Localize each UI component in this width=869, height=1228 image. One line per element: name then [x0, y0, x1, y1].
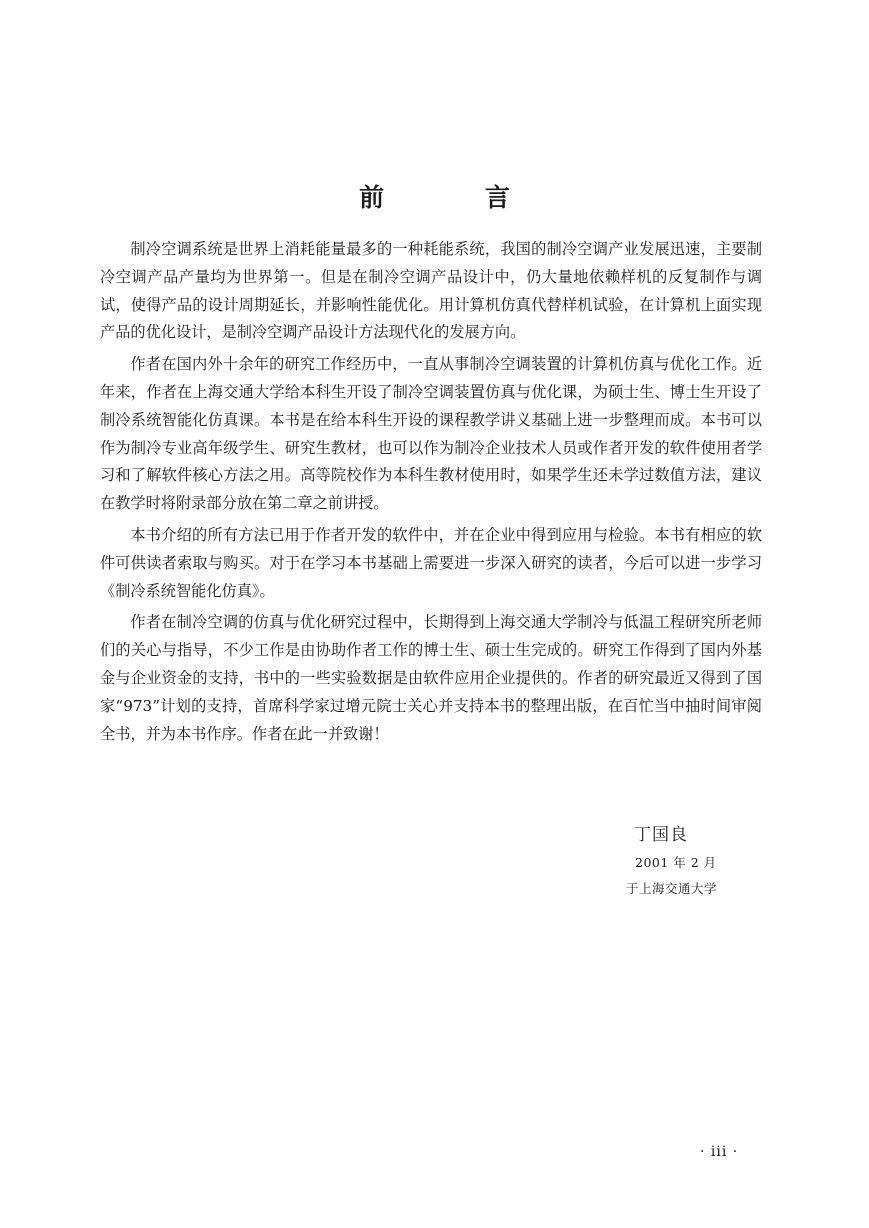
paragraph-2: 作者在国内外十余年的研究工作经历中，一直从事制冷空调装置的计算机仿真与优化工作。近年来，作者在上海交通大学给本科生开设了制冷空调装置仿真与优化课，为硕士生、博士生开设了制冷系统智能化仿真课。本书是在给本科生开设的课程教学讲义基础上进一步整理而成。本书可以作为制冷专业高年级学生、研究生教材，也可以作为制冷企业技术人员或作者开发的软件使用者学习和了解软件核心方法之用。高等院校作为本科生教材使用时，如果学生还未学过数值方法，建议在教学时将附录部分放在第二章之前讲授。 — [100, 355, 762, 513]
page-number: · iii · — [700, 1144, 739, 1160]
signature-date: 2001 年 2 月 — [635, 855, 717, 870]
paragraph-4: 作者在制冷空调的仿真与优化研究过程中，长期得到上海交通大学制冷与低温工程研究所老师们的关心与指导，不少工作是由协助作者工作的博士生、硕士生完成的。研究工作得到了国内外基金与企业资金的支持，书中的一些实验数据是由软件应用企业提供的。作者的研究最近又得到了国家“973”计划的支持，首席科学家过增元院士关心并支持本书的整理出版，在百忙当中抽时间审阅全书，并为本书作序。作者在此一并致谢！ — [100, 613, 762, 743]
preface-body — [100, 236, 762, 752]
signature-author: 丁国良 — [634, 825, 688, 845]
paragraph-1: 制冷空调系统是世界上消耗能量最多的一种耗能系统，我国的制冷空调产业发展迅速，主要制冷空调产品产量均为世界第一。但是在制冷空调产品设计中，仍大量地依赖样机的反复制作与调试，使得产品的设计周期延长，并影响性能优化。用计算机仿真代替样机试验，在计算机上面实现产品的优化设计，是制冷空调产品设计方法现代化的发展方向。 — [100, 240, 762, 342]
paragraph-3: 本书介绍的所有方法已用于作者开发的软件中，并在企业中得到应用与检验。本书有相应的软件可供读者索取与购买。对于在学习本书基础上需要进一步深入研究的读者，今后可以进一步学习《制冷系统智能化仿真》。 — [100, 525, 762, 600]
signature-place: 于上海交通大学 — [626, 881, 718, 896]
page-title: 前 言 — [359, 183, 556, 212]
